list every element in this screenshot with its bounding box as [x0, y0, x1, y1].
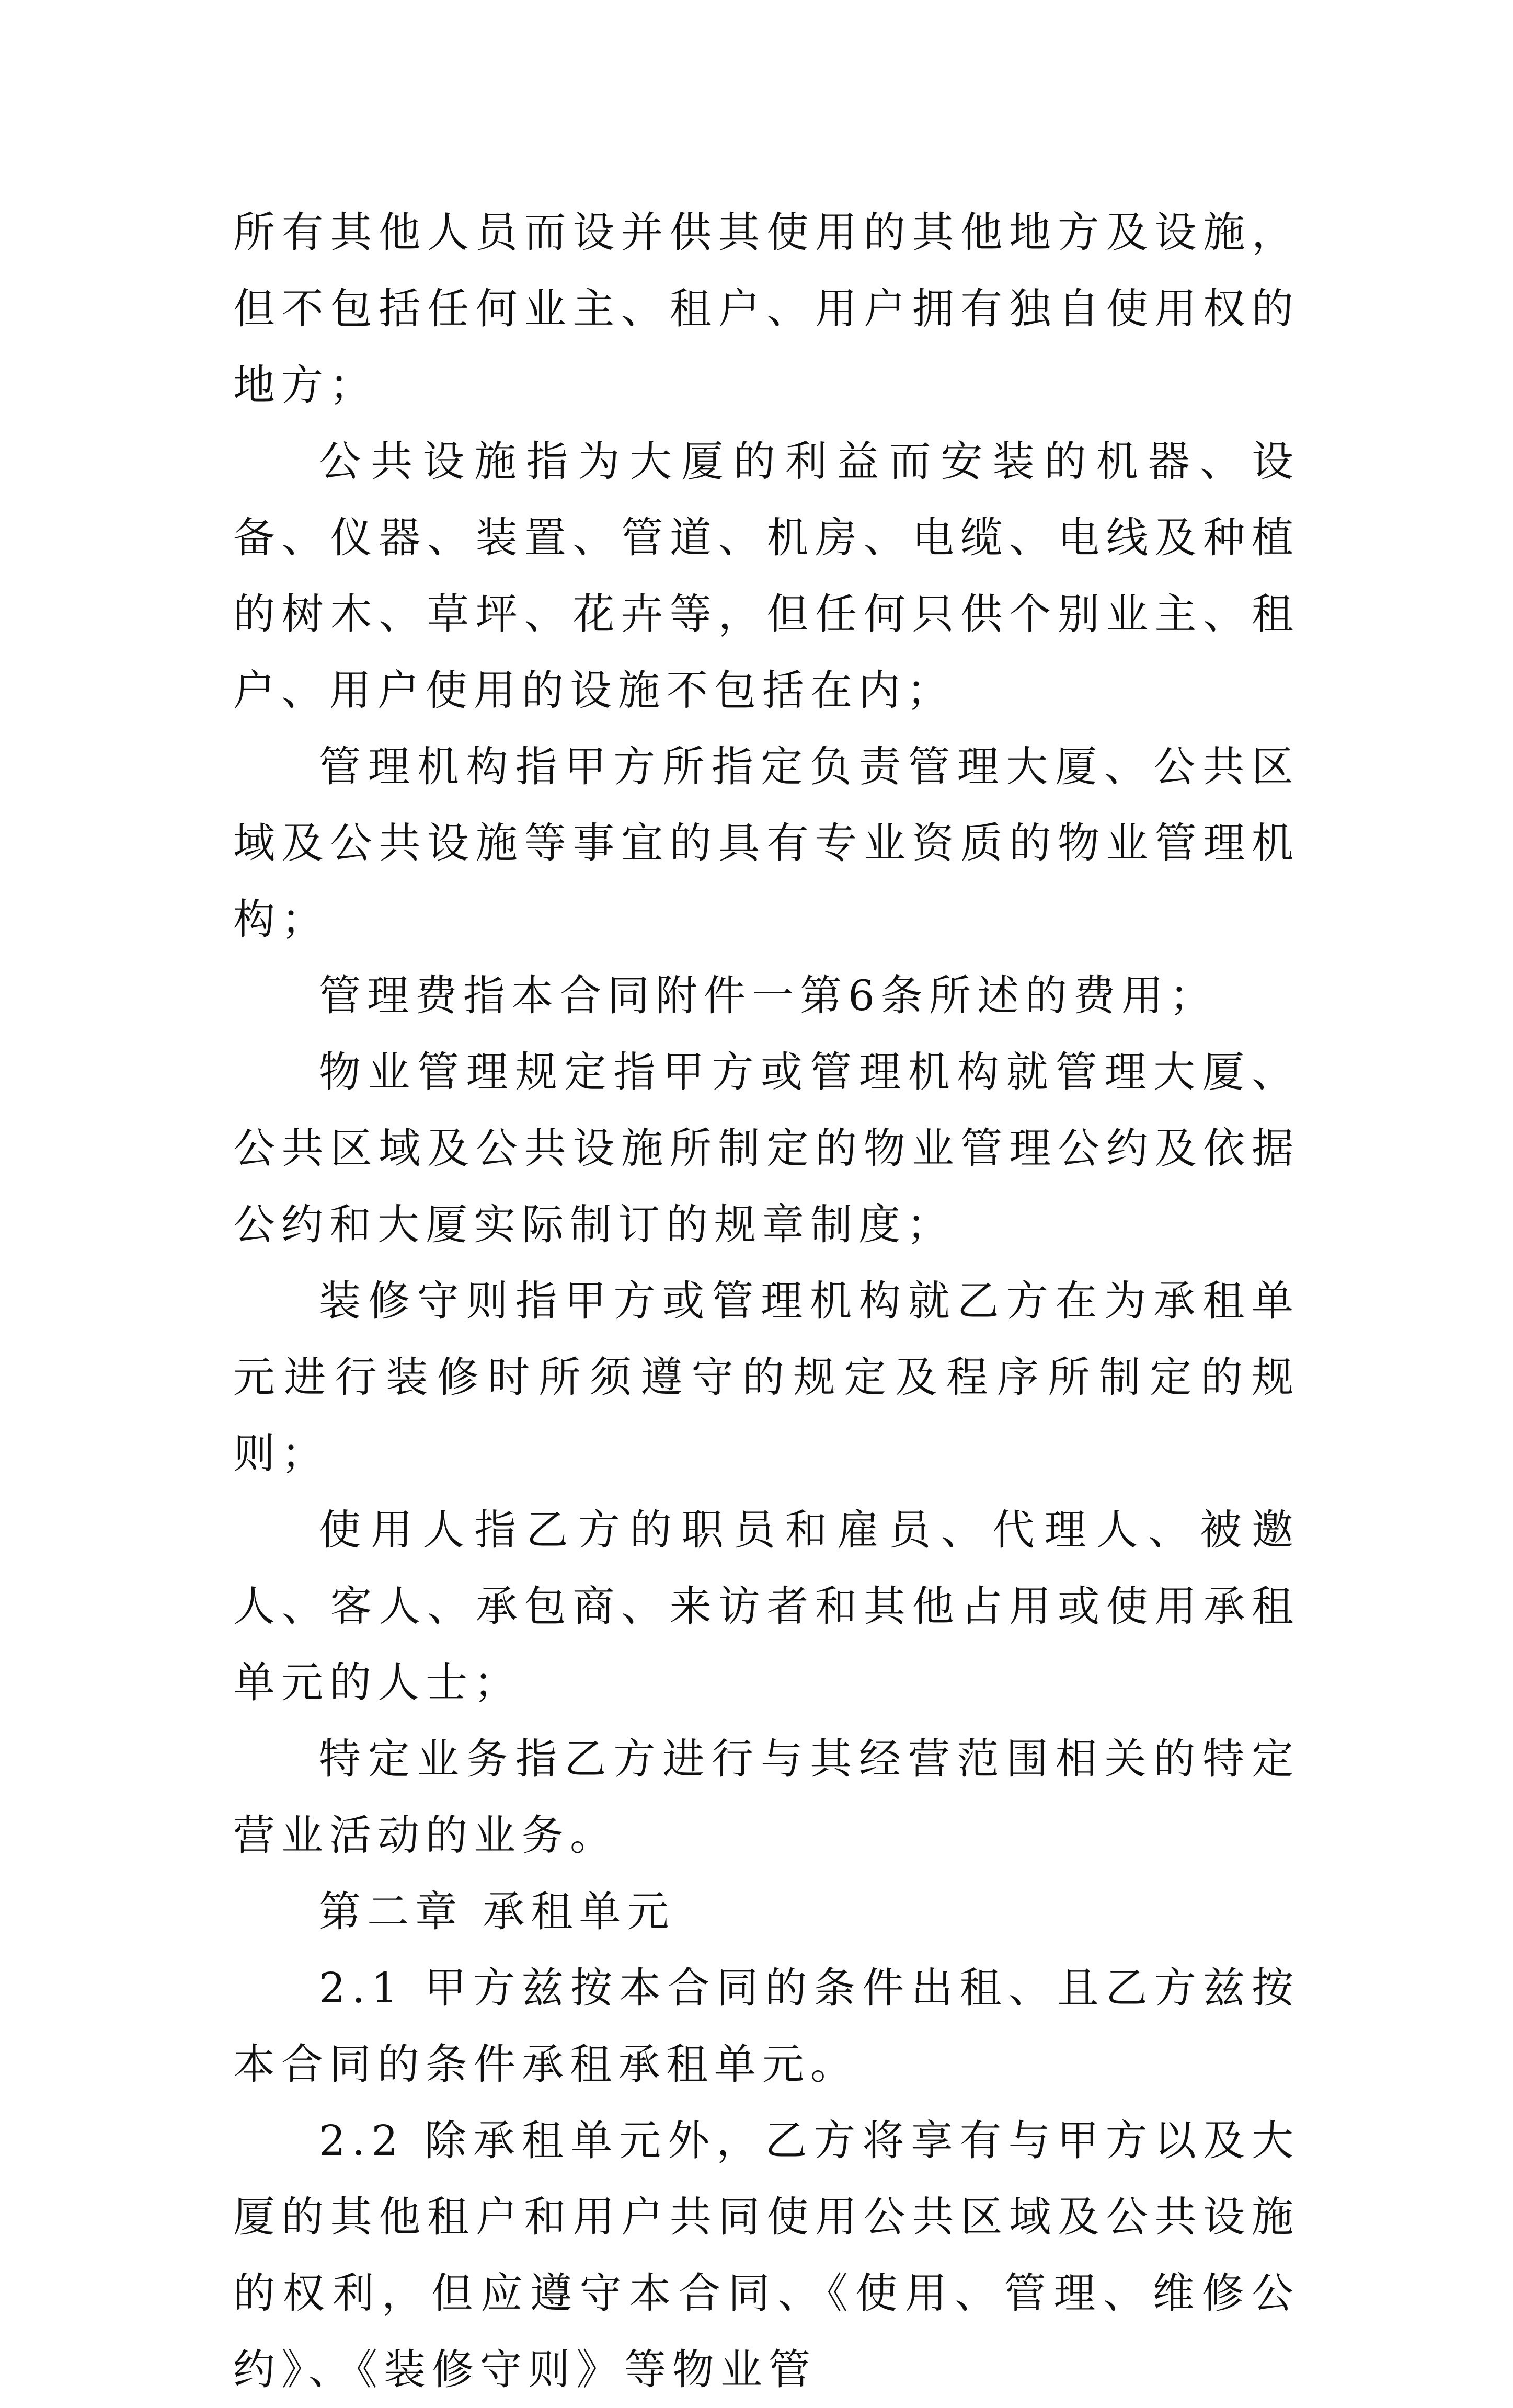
paragraph-public-facilities-definition: 公共设施指为大厦的利益而安装的机器、设备、仪器、装置、管道、机房、电缆、电线及种植的树木、草坪、花卉等，但任何只供个别业主、租户、用户使用的设施不包括在内； [233, 437, 1300, 715]
chapter-heading: 第二章 承租单元 [319, 1887, 675, 1936]
document-body [233, 194, 1300, 2408]
paragraph-common-area-continued: 所有其他人员而设并供其使用的其他地方及设施，但不包括任何业主、租户、用户拥有独自使用权的地方； [233, 208, 1300, 409]
paragraph-property-rules-definition: 物业管理规定指甲方或管理机构就管理大厦、公共区域及公共设施所制定的物业管理公约及依据公约和大厦实际制订的规章制度； [233, 1048, 1300, 1249]
paragraph-specific-business-definition: 特定业务指乙方进行与其经营范围相关的特定营业活动的业务。 [233, 1735, 1300, 1860]
clause-2-2: 2.2 除承租单元外，乙方将享有与甲方以及大厦的其他租户和用户共同使用公共区域及公共设施的权利，但应遵守本合同、《使用、管理、维修公约》、《装修守则》等物业管 [233, 2116, 1300, 2394]
paragraph-management-fee-definition: 管理费指本合同附件一第6条所述的费用； [319, 971, 1218, 1020]
clause-2-1: 2.1 甲方兹按本合同的条件出租、且乙方兹按本合同的条件承租承租单元。 [233, 1964, 1300, 2089]
paragraph-management-body-definition: 管理机构指甲方所指定负责管理大厦、公共区域及公共设施等事宜的具有专业资质的物业管理机构； [233, 742, 1300, 944]
paragraph-renovation-rules-definition: 装修守则指甲方或管理机构就乙方在为承租单元进行装修时所须遵守的规定及程序所制定的规则； [233, 1277, 1300, 1478]
paragraph-user-definition: 使用人指乙方的职员和雇员、代理人、被邀人、客人、承包商、来访者和其他占用或使用承租单元的人士； [233, 1506, 1300, 1707]
